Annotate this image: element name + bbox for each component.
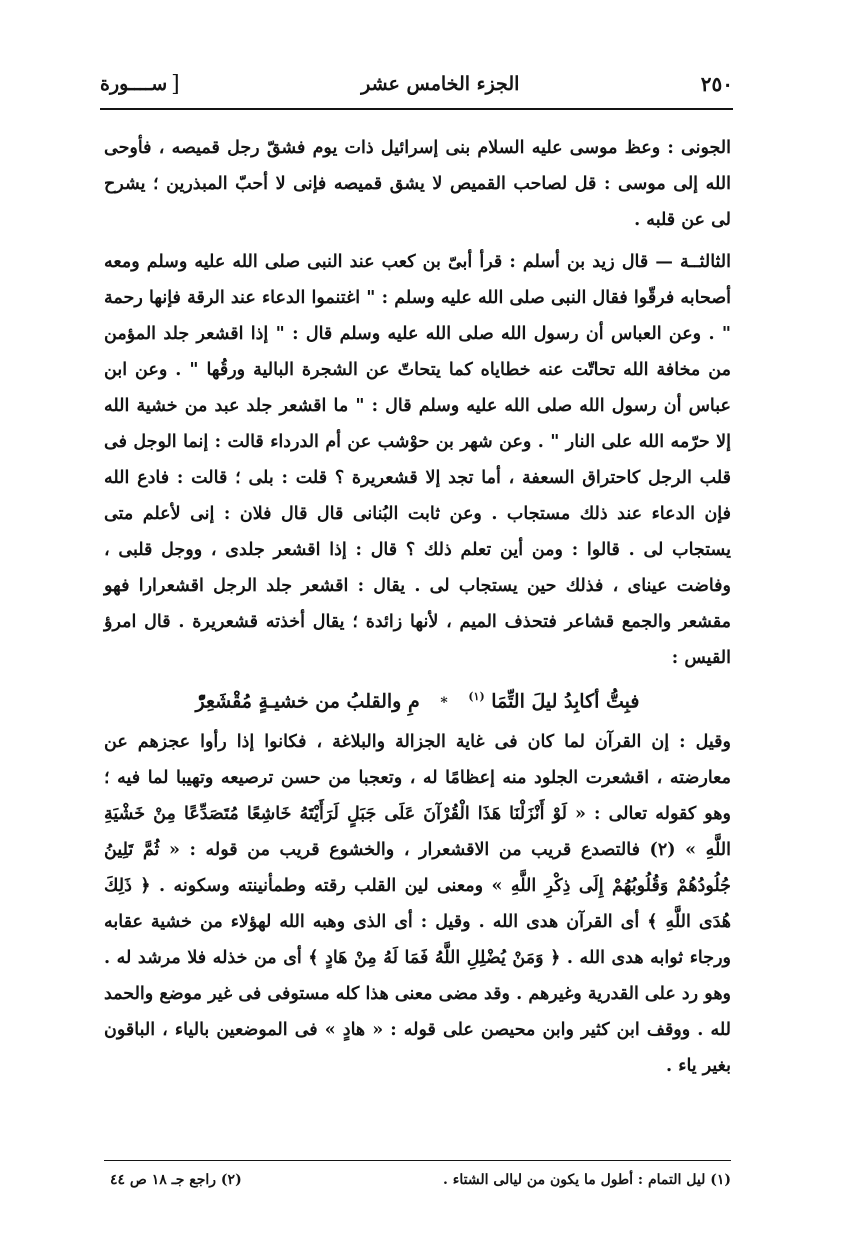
part-title: الجزء الخامس عشر — [361, 73, 520, 95]
verse-hemistich-first: فبِتُّ أكابِدُ ليلَ التِّمَا — [491, 690, 640, 713]
page-body — [104, 130, 731, 1084]
verse-hemistich-second: مِ والقلبُ من خشيـةٍ مُقْشَعِرّْ — [195, 690, 420, 713]
verse-footnote-mark: (١) — [468, 690, 485, 703]
footnotes — [110, 1166, 731, 1194]
paragraph: وقيل : إن القرآن لما كان فى غاية الجزالة والبلاغة ، فكانوا إذا رأوا عجزهم عن معارضته ، اقشعرت الجلود منه إعظامًا له ، وتعجبا من حسن ترصيعه وتهيبا لما فيه ؛ وهو كقوله تعالى : « لَوْ أَنْزَلْنَا هَذَا الْقُرْآنَ عَلَى جَبَلٍ لَرَأَيْتَهُ خَاشِعًا مُتَصَدِّعًا مِنْ خَشْيَةِ اللَّهِ » (٢) فالتصدع قريب من الاقشعرار ، والخشوع قريب من قوله : « ثُمَّ تَلِينُ جُلُودُهُمْ وَقُلُوبُهُمْ إِلَى ذِكْرِ اللَّهِ » ومعنى لين القلب رقته وطمأنينته وسكونه . ﴿ ذَلِكَ هُدَى اللَّهِ ﴾ أى القرآن هدى الله . وقيل : أى الذى وهبه الله لهؤلاء من خشية عقابه ورجاء ثوابه هدى الله . ﴿ وَمَنْ يُضْلِلِ اللَّهُ فَمَا لَهُ مِنْ هَادٍ ﴾ أى من خذله فلا مرشد له . وهو رد على القدرية وغيرهم . وقد مضى معنى هذا كله مستوفى فى غير موضع والحمد لله . ووقف ابن كثير وابن محيصن على قوله : « هادٍ » فى الموضعين بالياء ، الباقون بغير ياء . — [104, 732, 732, 1077]
paragraph: الثالثــة — قال زيد بن أسلم : قرأ أبىّ بن كعب عند النبى صلى الله عليه وسلم ومعه أصحابه فرقّوا فقال النبى صلى الله عليه وسلم : " اغتنموا الدعاء عند الرقة فإنها رحمة " . وعن العباس أن رسول الله صلى الله عليه وسلم قال : " إذا اقشعر جلد المؤمن من مخافة الله تحاتّت عنه خطاياه كما يتحاتّ عن الشجرة البالية ورقُها " . وعن ابن عباس أن رسول الله صلى الله عليه وسلم قال : " ما اقشعر جلد عبد من خشية الله إلا حرّمه الله على النار " . وعن شهر بن حوْشب عن أم الدرداء قالت : إنما الوجل فى قلب الرجل كاحتراق السعفة ، أما تجد إلا قشعريرة ؟ قلت : بلى ؛ قالت : فادع الله فإن الدعاء عند ذلك مستجاب . وعن ثابت البُنانى قال قال فلان : إنى لأعلم متى يستجاب لى . قالوا : ومن أين تعلم ذلك ؟ قال : إذا اقشعر جلدى ، ووجل قلبى ، وفاضت عيناى ، فذلك حين يستجاب لى . يقال : اقشعر جلد الرجل اقشعرارا فهو مقشعر والجمع قشاعر فتحذف الميم ، لأنها زائدة ؛ يقال أخذته قشعريرة . قال امرؤ القيس : — [104, 252, 731, 668]
footnote-divider — [104, 1160, 731, 1161]
surah-bracket: [ — [171, 71, 180, 97]
surah-heading — [100, 72, 180, 97]
header-divider — [100, 108, 733, 110]
footnote-1: (١) ليل التمام : أطول ما يكون من ليالى الشتاء . — [443, 1172, 731, 1188]
page-header — [100, 64, 733, 104]
surah-label: ســــورة — [100, 73, 168, 95]
verse-separator: * — [440, 695, 448, 712]
paragraph: الجونى : وعظ موسى عليه السلام بنى إسرائيل ذات يوم فشقّ رجل قميصه ، فأوحى الله إلى موسى : قل لصاحب القميص لا يشق قميصه فإنى لا أحبّ المبذرين ؛ يشرح لى عن قلبه . — [104, 138, 731, 230]
footnote-2: (٢) راجع جـ ١٨ ص ٤٤ — [110, 1172, 242, 1188]
poetry-verse — [104, 678, 731, 722]
page-number: ٢٥٠ — [700, 72, 733, 96]
